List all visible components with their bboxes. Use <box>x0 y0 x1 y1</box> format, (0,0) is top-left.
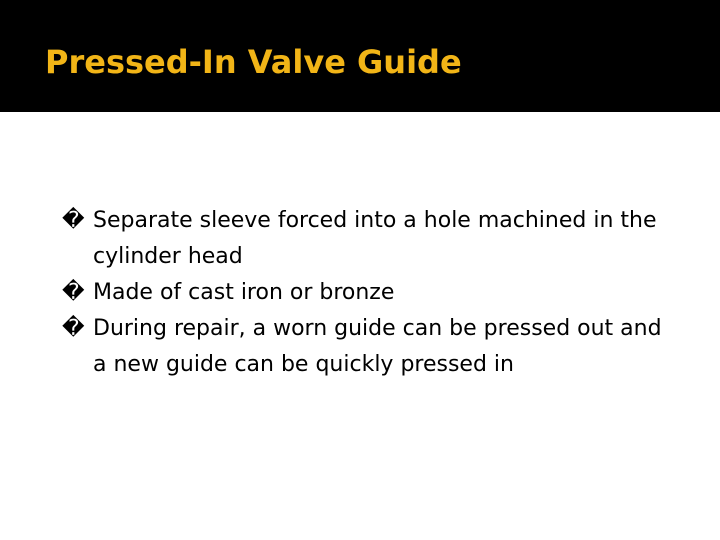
bullet-list <box>62 203 682 383</box>
bullet-marker-icon: � <box>62 280 85 305</box>
bullet-item <box>62 311 682 383</box>
bullet-item <box>62 275 682 311</box>
bullet-text: During repair, a worn guide can be pressed out and a new guide can be quickly pressed in <box>93 316 662 377</box>
bullet-marker-icon: � <box>62 316 85 341</box>
bullet-text: Made of cast iron or bronze <box>93 280 395 305</box>
bullet-marker-icon: � <box>62 208 85 233</box>
bullet-item <box>62 203 682 275</box>
title-bar <box>0 0 720 112</box>
slide-title: Pressed-In Valve Guide <box>45 43 462 81</box>
bullet-text: Separate sleeve forced into a hole machined in the cylinder head <box>93 208 657 269</box>
